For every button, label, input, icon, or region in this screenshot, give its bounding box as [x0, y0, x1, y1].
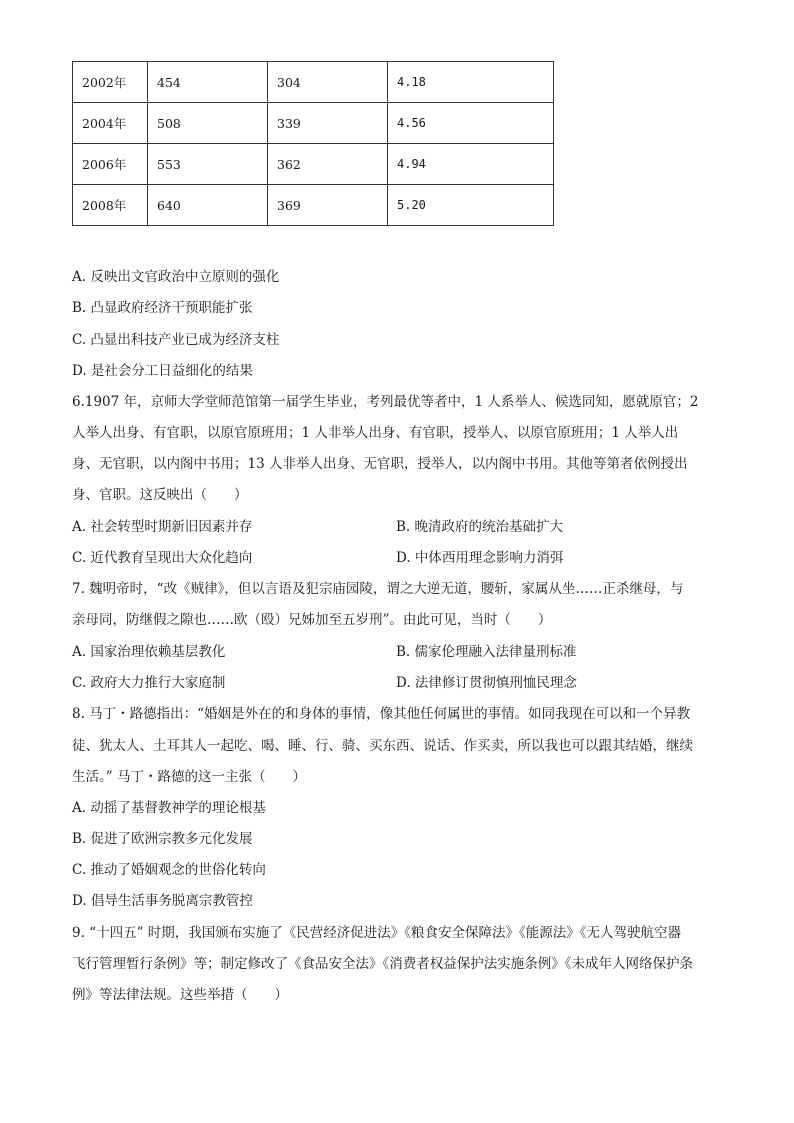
q6-option-b: B. 晚清政府的统治基础扩大	[396, 519, 564, 535]
q5-option-b: B. 凸显政府经济干预职能扩张	[72, 300, 253, 316]
q6-stem-line: 人举人出身、有官职，以原官原班用；1 人非举人出身、有官职，授举人、以原官原班用；1 人举人出	[72, 425, 679, 441]
table-cell: 2008年	[73, 185, 148, 226]
q5-option-d: D. 是社会分工日益细化的结果	[72, 363, 253, 379]
q6-option-a: A. 社会转型时期新旧因素并存	[72, 519, 253, 535]
q6-stem-line: 身、无官职，以内阁中书用；13 人非举人出身、无官职，授举人，以内阁中书用。其他等第者依例授出	[72, 456, 688, 472]
q9-stem-line: 9. “十四五” 时期，我国颁布实施了《民营经济促进法》《粮食安全保障法》《能源法》《无人驾驶航空器	[72, 925, 682, 941]
q5-option-c: C. 凸显出科技产业已成为经济支柱	[72, 332, 280, 348]
q8-option-d: D. 倡导生活事务脱离宗教管控	[72, 893, 253, 909]
q8-option-b: B. 促进了欧洲宗教多元化发展	[72, 831, 253, 847]
table-cell: 2006年	[73, 144, 148, 185]
table-cell: 362	[268, 144, 388, 185]
q6-stem-line: 6.1907 年，京师大学堂师范馆第一届学生毕业，考列最优等者中，1 人系举人、候选同知，愿就原官；2	[72, 394, 699, 410]
table-cell: 304	[268, 62, 388, 103]
q8-stem-line: 徒、犹太人、土耳其人一起吃、喝、睡、行、骑、买东西、说话、作买卖，所以我也可以跟其结婚，继续	[72, 738, 693, 754]
q9-stem-line: 例》等法律法规。这些举措（ ）	[72, 987, 288, 1003]
table-row	[73, 144, 554, 185]
table-cell: 508	[148, 103, 268, 144]
q7-option-a: A. 国家治理依赖基层教化	[72, 644, 226, 660]
table-cell: 4.18	[388, 62, 554, 103]
table-cell: 2004年	[73, 103, 148, 144]
table-cell: 4.56	[388, 103, 554, 144]
table-cell: 2002年	[73, 62, 148, 103]
table-cell: 4.94	[388, 144, 554, 185]
table-row	[73, 103, 554, 144]
q7-option-c: C. 政府大力推行大家庭制	[72, 675, 226, 691]
table-cell: 640	[148, 185, 268, 226]
q5-option-a: A. 反映出文官政治中立原则的强化	[72, 269, 280, 285]
q7-option-d: D. 法律修订贯彻慎刑恤民理念	[396, 675, 577, 691]
table-row	[73, 62, 554, 103]
data-table	[72, 61, 554, 226]
table-cell: 369	[268, 185, 388, 226]
q8-stem-line: 8. 马丁・路德指出：“婚姻是外在的和身体的事情，像其他任何属世的事情。如同我现在可以和一个异教	[72, 706, 691, 722]
q6-option-c: C. 近代教育呈现出大众化趋向	[72, 550, 253, 566]
q7-stem-line: 7. 魏明帝时，“改《贼律》，但以言语及犯宗庙园陵，谓之大逆无道，腰斩，家属从坐……正杀继母，与	[72, 581, 684, 597]
table-cell: 454	[148, 62, 268, 103]
q6-stem-line: 身、官职。这反映出（ ）	[72, 487, 248, 503]
q7-option-b: B. 儒家伦理融入法律量刑标准	[396, 644, 577, 660]
q8-option-a: A. 动摇了基督教神学的理论根基	[72, 800, 266, 816]
q7-stem-line: 亲母同，防继假之隙也……欧（殴）兄姊加至五岁刑”。由此可见，当时（ ）	[72, 612, 552, 628]
table-row	[73, 185, 554, 226]
table-cell: 553	[148, 144, 268, 185]
q9-stem-line: 飞行管理暂行条例》等；制定修改了《食品安全法》《消费者权益保护法实施条例》《未成年人网络保护条	[72, 956, 693, 972]
q8-option-c: C. 推动了婚姻观念的世俗化转向	[72, 862, 266, 878]
table-cell: 339	[268, 103, 388, 144]
table-cell: 5.20	[388, 185, 554, 226]
q6-option-d: D. 中体西用理念影响力消弭	[396, 550, 564, 566]
q8-stem-line: 生活。” 马丁・路德的这一主张（ ）	[72, 769, 306, 785]
